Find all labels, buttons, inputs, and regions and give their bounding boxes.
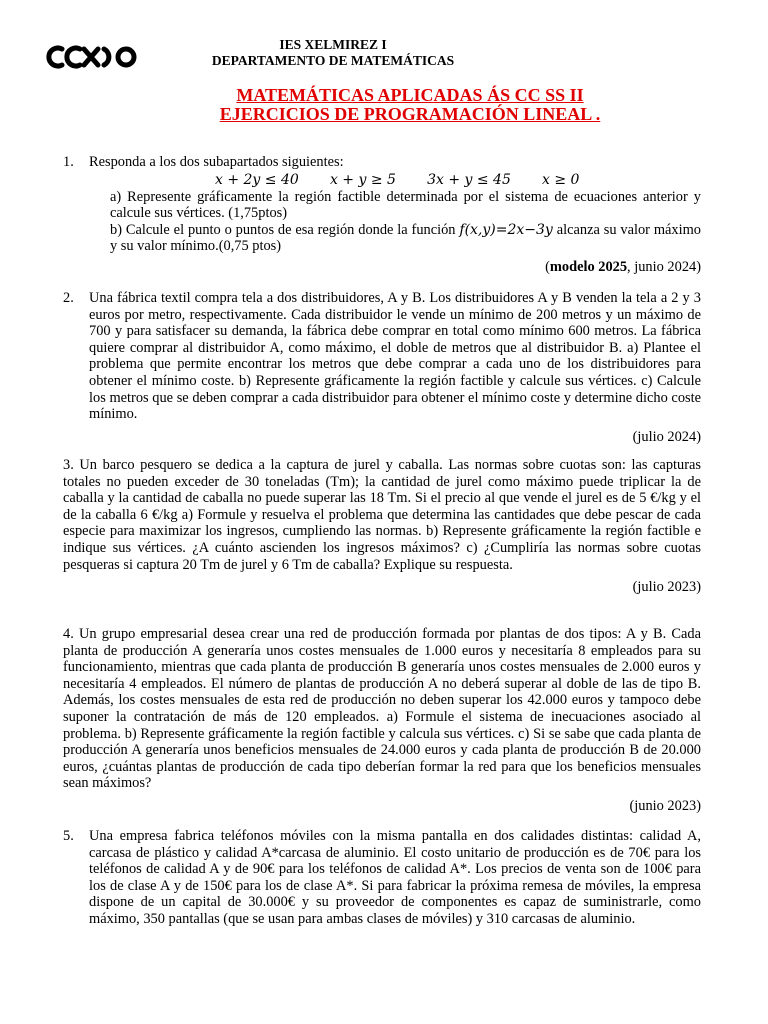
exercise-source: (julio 2023) xyxy=(632,579,701,596)
exercise-4 xyxy=(63,626,701,815)
exercise-text: Una fábrica textil compra tela a dos distribuidores, A y B. Los distribuidores A y B venden la tela a 2 y 3 euros por metro, respectivamente. Cada distribuidor le vende un mínimo de 200 metros y un máximo de 700 y para satisfacer su demanda, la fábrica debe comprar en total como mínimo 600 metros. La fábrica quiere comprar al distribuidor A, como máximo, el doble de metros que al distribuidor B. a) Plantee el problema que permite encontrar los metros que debe comprar a cada uno de los distribuidores para obtener el mínimo coste. b) Represente gráficamente la región factible y calcule sus vértices. c) Calcule los metros que se deben comprar a cada distribuidor para obtener el mínimo coste y determine dicho coste mínimo. xyxy=(89,290,701,423)
exercise-part-a: a) Represente gráficamente la región factible determinada por el sistema de ecuaciones anterior y calcule sus vértices. (1,75ptos) xyxy=(110,188,701,222)
exercise-text: 3. Un barco pesquero se dedica a la captura de jurel y caballa. Las normas sobre cuotas son: las capturas totales no pueden exceder de 30 toneladas (Tm); la cantidad de jurel como máximo puede triplicar la de caballa y la cantidad de caballa no puede superar las 18 Tm. Si el precio al que vende el jurel es de 5 €/kg y el de la caballa 6 €/kg a) Formule y resuelva el problema que determina las cantidades que debe pescar de cada especie para maximizar los ingresos, cumpliendo las normas. b) Represente gráficamente la región factible e indique sus vértices. ¿A cuánto ascienden los ingresos máximos? c) ¿Cumpliría las normas sobre cuotas pesqueras si captura 20 Tm de jurel y 6 Tm de caballa? Explique su respuesta. xyxy=(63,457,701,573)
exercise-part-b: b) Calcule el punto o puntos de esa región donde la función f(x,y)=2x−3y alcanza su valor máximo y su valor mínimo.(0,75 ptos) xyxy=(110,221,701,255)
document-subtitle: EJERCICIOS DE PROGRAMACIÓN LINEAL . xyxy=(219,104,601,124)
exercise-2 xyxy=(63,290,701,445)
exercise-source: (modelo 2025, junio 2024) xyxy=(545,258,701,275)
exercise-number: 2. xyxy=(63,290,74,306)
exercise-source: (julio 2024) xyxy=(632,428,701,445)
exercise-intro: Responda a los dos subapartados siguientes: xyxy=(89,154,344,170)
exercise-text: Una empresa fabrica teléfonos móviles con la misma pantalla en dos calidades distintas: calidad A, carcasa de plástico y calidad A*carcasa de aluminio. El costo unitario de producción es de 70€ para los teléfonos de calidad A y de 90€ para los teléfonos de calidad A*. Los precios de venta son de 100€ para los de clase A y de 150€ para los de clase A*. Si para fabricar la próxima remesa de móviles, la empresa dispone de un capital de 30.000€ y su proveedor de componentes es capaz de suministrarle, como máximo, 350 pantallas (que se usan para ambas clases de móviles) y 310 carcasas de aluminio. xyxy=(89,828,701,927)
exercise-number: 1. xyxy=(63,154,74,170)
document-title: MATEMÁTICAS APLICADAS ÁS CC SS II xyxy=(236,85,584,105)
exercise-number: 4. xyxy=(63,626,74,642)
inequality-system: x + 2y ≤ 40 x + y ≥ 5 3x + y ≤ 45 x ≥ 0 xyxy=(215,171,580,188)
school-name: IES XELMIREZ I xyxy=(279,37,387,52)
exercise-5 xyxy=(63,828,701,928)
source-highlight: modelo 2025 xyxy=(549,258,628,275)
exercise-number: 3. xyxy=(63,457,74,473)
exercise-number: 5. xyxy=(63,828,74,844)
department-name: DEPARTAMENTO DE MATEMÁTICAS xyxy=(211,53,455,68)
exercise-1 xyxy=(63,154,701,276)
exercise-3 xyxy=(63,457,701,596)
exercise-text: 4. Un grupo empresarial desea crear una red de producción formada por plantas de dos tipos: A y B. Cada planta de producción A generaría unos costes mensuales de 1.000 euros y necesitaría 8 empleados para su funcionamiento, mientras que cada planta de producción B generaría unos costes mensuales de 2.000 euros y necesitaría 4 empleados. El número de plantas de producción A no deberá superar al doble de las de tipo B. Además, los costes mensuales de esta red de producción no deben superar los 42.000 euros y tampoco debe suponer la contratación de más de 120 empleados. a) Formule el sistema de inecuaciones asociado al problema. b) Represente gráficamente la región factible y calcula sus vértices. c) Si se sabe que cada planta de producción A generaría unos beneficios mensuales de 24.000 euros y cada planta de producción B de 20.000 euros, ¿cuántas plantas de producción de cada tipo deberían formar la red para que los beneficios mensuales sean máximos? xyxy=(63,626,701,792)
objective-function: f(x,y)=2x−3y xyxy=(459,221,553,238)
exercise-source: (junio 2023) xyxy=(629,797,701,814)
